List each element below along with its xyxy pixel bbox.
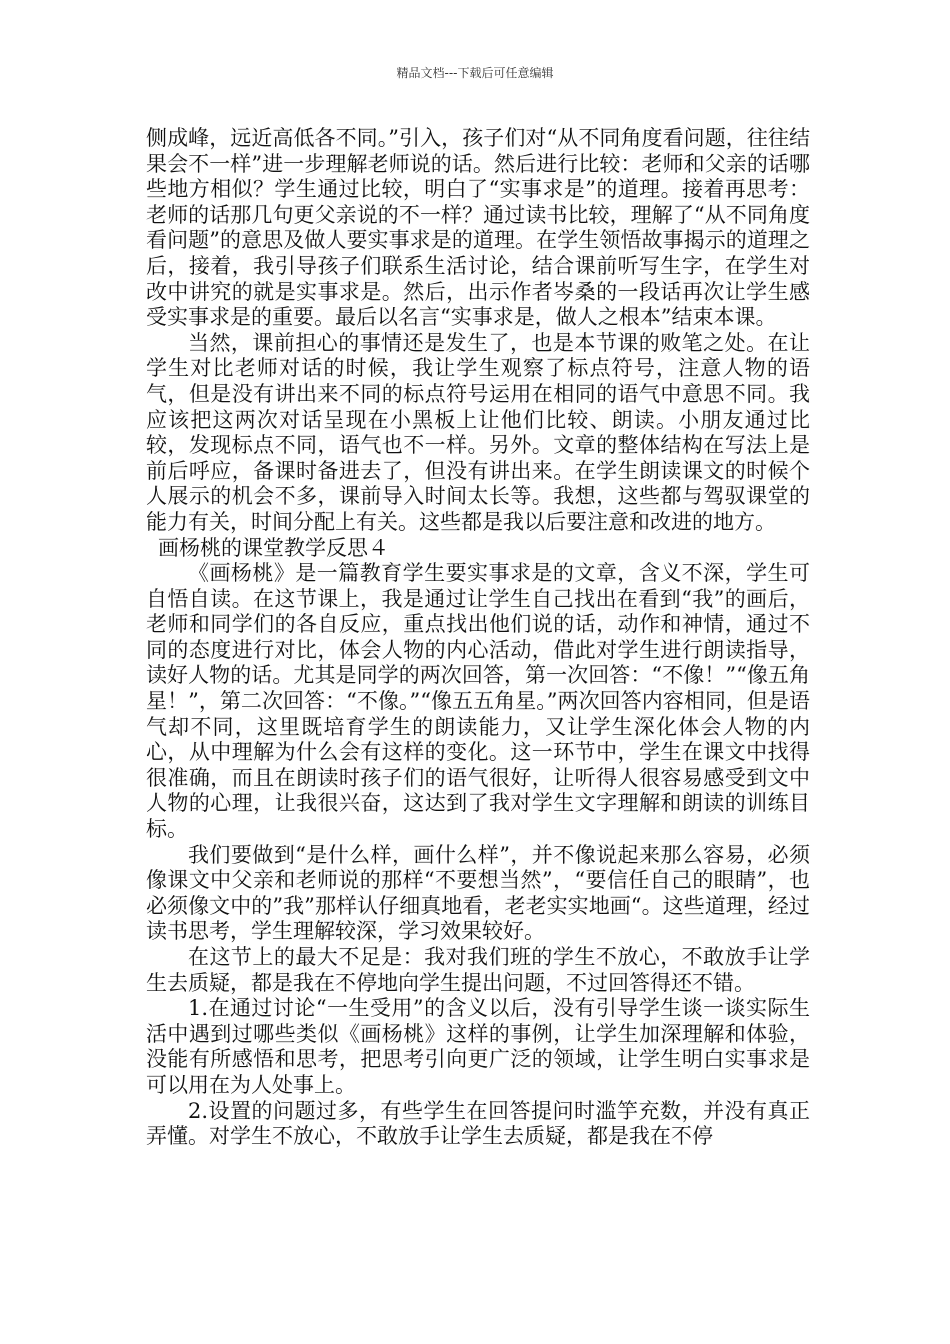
paragraph-3: 《画杨桃》是一篇教育学生要实事求是的文章，含义不深，学生可自悟自读。在这节课上，我是通过让学生自己找出在看到“我”的画后，老师和同学们的各自反应，重点找出他们说的话，动作和神情，通过不同的态度进行对比，体会人物的内心活动，借此对学生进行朗读指导，读好人物的话。尤其是同学的两次回答，第一次回答：“不像！”“像五角星！”，第二次回答：“不像。”“像五五角星。”两次回答内容相同，但是语气却不同，这里既培育学生的朗读能力，又让学生深化体会人物的内心，从中理解为什么会有这样的变化。这一环节中，学生在课文中找得很准确，而且在朗读时孩子们的语气很好，让听得人很容易感受到文中人物的心理，让我很兴奋，这达到了我对学生文字理解和朗读的训练目标。 bbox=[146, 561, 810, 842]
page-header: 精品文档---下载后可任意编辑 bbox=[396, 66, 554, 80]
document-body bbox=[146, 126, 810, 1150]
paragraph-5: 在这节上的最大不足是：我对我们班的学生不放心，不敢放手让学生去质疑，都是我在不停地向学生提出问题，不过回答得还不错。 bbox=[146, 945, 810, 995]
paragraph-1: 侧成峰，远近高低各不同。”引入，孩子们对“从不同角度看问题，往往结果会不一样”进一步理解老师说的话。然后进行比较：老师和父亲的话哪些地方相似？学生通过比较，明白了“实事求是”的道理。接着再思考：老师的话那几句更父亲说的不一样？通过读书比较，理解了“从不同角度看问题”的意思及做人要实事求是的道理。在学生领悟故事揭示的道理之后，接着，我引导孩子们联系生活讨论，结合课前听写生字，在学生对改中讲究的就是实事求是。然后，出示作者岑桑的一段话再次让学生感受实事求是的重要。最后以名言“实事求是，做人之根本”结束本课。 bbox=[146, 126, 810, 330]
paragraph-2: 当然，课前担心的事情还是发生了，也是本节课的败笔之处。在让学生对比老师对话的时候，我让学生观察了标点符号，注意人物的语气，但是没有讲出来不同的标点符号运用在相同的语气中意思不同。我应该把这两次对话呈现在小黑板上让他们比较、朗读。小朋友通过比较，发现标点不同，语气也不一样。另外。文章的整体结构在写法上是前后呼应，备课时备进去了，但没有讲出来。在学生朗读课文的时候个人展示的机会不多，课前导入时间太长等。我想，这些都与驾驭课堂的能力有关，时间分配上有关。这些都是我以后要注意和改进的地方。 bbox=[146, 330, 810, 534]
paragraph-6: 1.在通过讨论“一生受用”的含义以后，没有引导学生谈一谈实际生活中遇到过哪些类似《画杨桃》这样的事例，让学生加深理解和体验，没能有所感悟和思考，把思考引向更广泛的领域，让学生明白实事求是可以用在为人处事上。 bbox=[146, 996, 810, 1097]
paragraph-7: 2.设置的问题过多，有些学生在回答提问时滥竽充数，并没有真正弄懂。对学生不放心，不敢放手让学生去质疑，都是我在不停 bbox=[146, 1098, 810, 1149]
paragraph-4: 我们要做到“是什么样，画什么样”，并不像说起来那么容易，必须像课文中父亲和老师说的那样“不要想当然”，“要信任自己的眼睛”，也必须像文中的”我”那样认仔细真地看，老老实实地画“。这些道理，经过读书思考，学生理解较深，学习效果较好。 bbox=[146, 842, 810, 944]
section-heading: 画杨桃的课堂教学反思４ bbox=[158, 535, 389, 560]
